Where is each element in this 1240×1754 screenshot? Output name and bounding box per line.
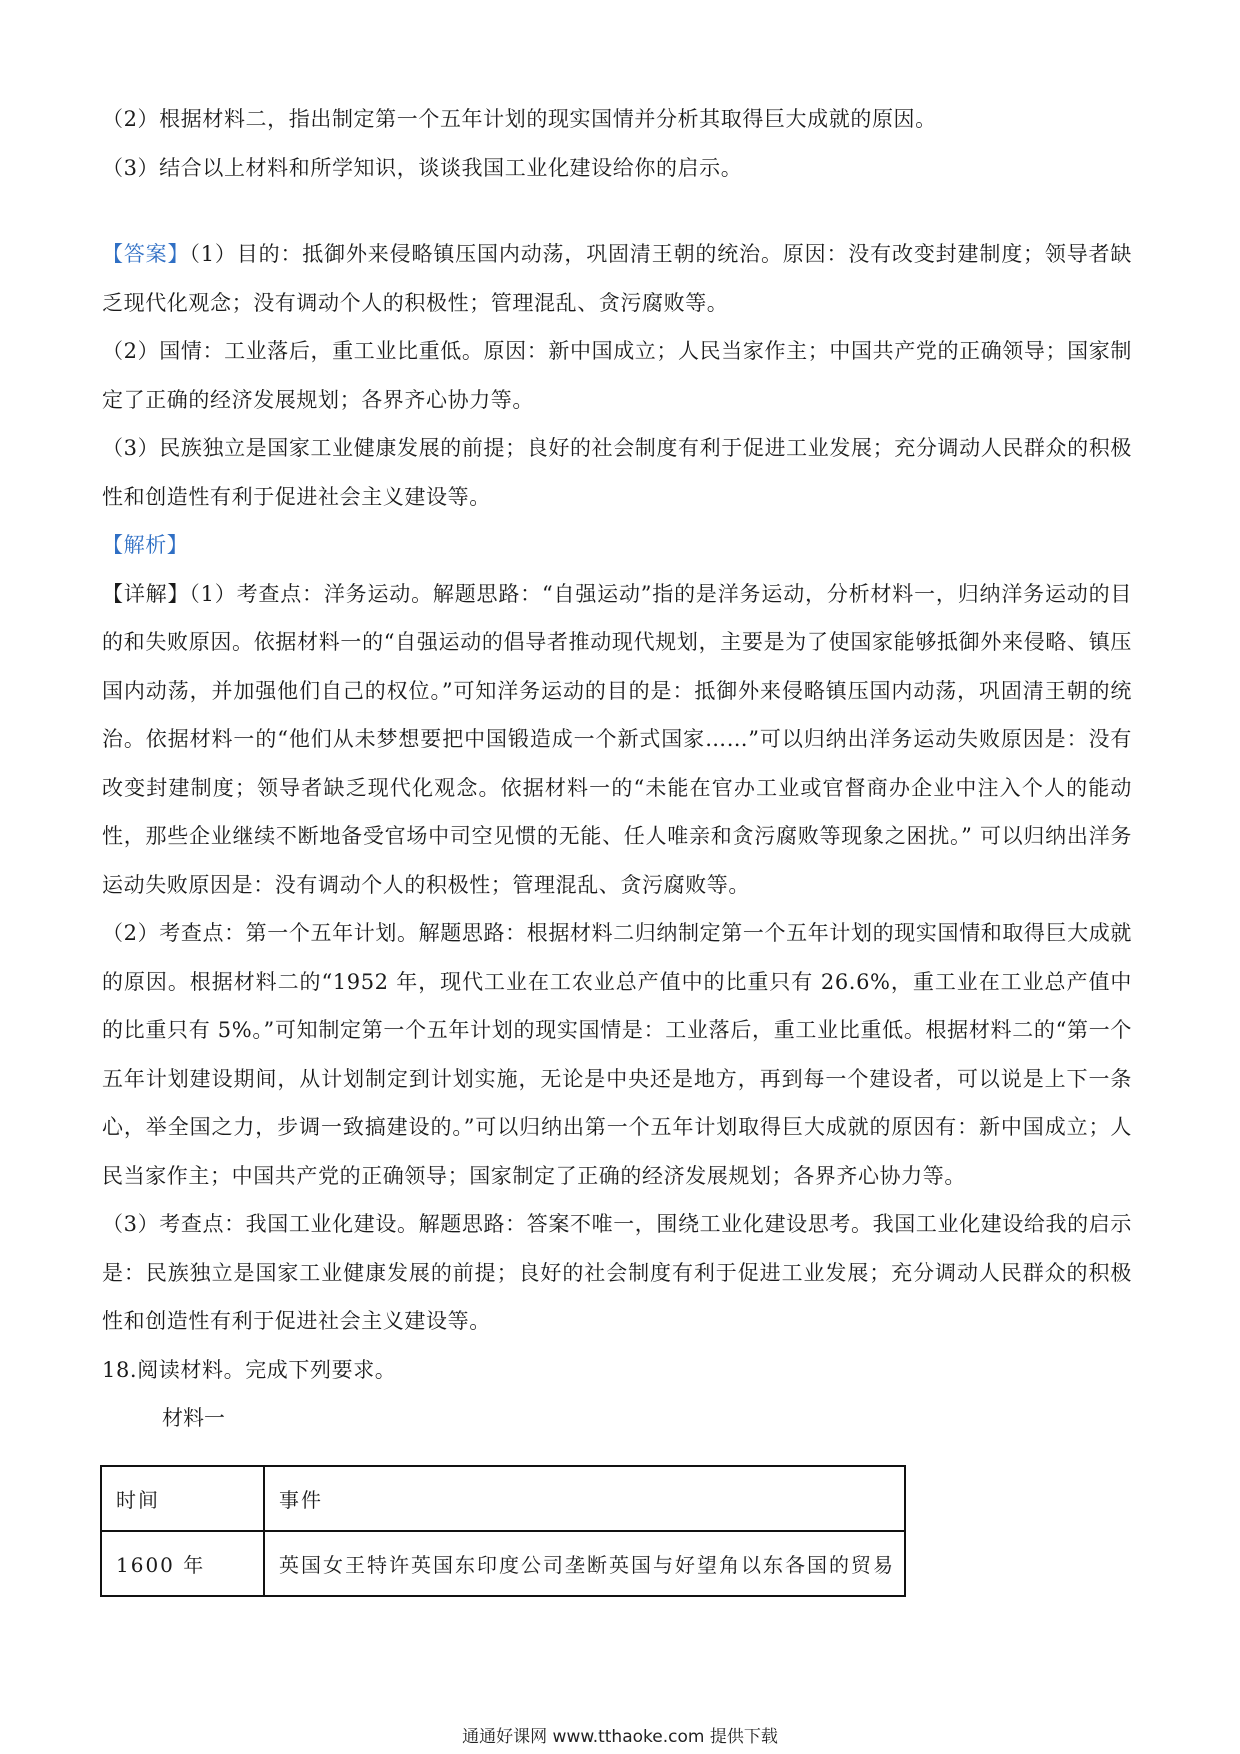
document-body xyxy=(102,0,1132,1442)
answer-part-1-text: （1）目的：抵御外来侵略镇压国内动荡，巩固清王朝的统治。原因：没有改变封建制度；领导者缺乏现代化观念；没有调动个人的积极性；管理混乱、贪污腐败等。 xyxy=(102,242,1132,315)
detail-part-1-text: （1）考查点：洋务运动。解题思路：“自强运动”指的是洋务运动，分析材料一，归纳洋务运动的目的和失败原因。依据材料一的“自强运动的倡导者推动现代规划，主要是为了使国家能够抵御外来侵略、镇压国内动荡，并加强他们自己的权位。”可知洋务运动的目的是：抵御外来侵略镇压国内动荡，巩固清王朝的统治。依据材料一的“他们从未梦想要把中国锻造成一个新式国家……”可以归纳出洋务运动失败原因是：没有改变封建制度；领导者缺乏现代化观念。依据材料一的“未能在官办工业或官督商办企业中注入个人的能动性，那些企业继续不断地备受官场中司空见惯的无能、任人唯亲和贪污腐败等现象之困扰。” 可以归纳出洋务运动失败原因是：没有调动个人的积极性；管理混乱、贪污腐败等。 xyxy=(102,581,1132,897)
analysis-tag-text: 【解析】 xyxy=(102,533,189,557)
header-event: 事件 xyxy=(264,1466,905,1531)
material-table xyxy=(100,1465,906,1597)
cell-event: 英国女王特许英国东印度公司垄断英国与好望角以东各国的贸易 xyxy=(264,1531,905,1596)
question-2: （2）根据材料二，指出制定第一个五年计划的现实国情并分析其取得巨大成就的原因。 xyxy=(102,107,937,131)
material-label: 材料一 xyxy=(162,1406,225,1430)
analysis-tag xyxy=(102,521,1132,570)
header-time: 时间 xyxy=(101,1466,264,1531)
detail-part-1 xyxy=(102,570,1132,910)
answer-part-2: （2）国情：工业落后，重工业比重低。原因：新中国成立；人民当家作主；中国共产党的正确领导；国家制定了正确的经济发展规划；各界齐心协力等。 xyxy=(102,339,1132,412)
table-header-row xyxy=(101,1466,905,1531)
detail-tag: 【详解】 xyxy=(102,581,190,606)
question-18-prompt: 18.阅读材料。完成下列要求。 xyxy=(102,1357,397,1382)
cell-time: 1600 年 xyxy=(101,1531,264,1596)
table-row xyxy=(101,1531,905,1596)
answer-tag: 【答案】 xyxy=(102,242,190,266)
answer-part-3: （3）民族独立是国家工业健康发展的前提；良好的社会制度有利于促进工业发展；充分调动人民群众的积极性和创造性有利于促进社会主义建设等。 xyxy=(102,436,1132,509)
page-footer: 通通好课网 www.tthaoke.com 提供下载 xyxy=(462,1727,778,1747)
answer-part-1 xyxy=(102,230,1132,327)
detail-part-3: （3）考查点：我国工业化建设。解题思路：答案不唯一，围绕工业化建设思考。我国工业化建设给我的启示是：民族独立是国家工业健康发展的前提；良好的社会制度有利于促进工业发展；充分调动人民群众的积极性和创造性有利于促进社会主义建设等。 xyxy=(102,1212,1132,1333)
detail-part-2: （2）考查点：第一个五年计划。解题思路：根据材料二归纳制定第一个五年计划的现实国情和取得巨大成就的原因。根据材料二的“1952 年，现代工业在工农业总产值中的比重只有 26.6%，重工业在工业总产值中的比重只有 5%。”可知制定第一个五年计划的现实国情是：工业落后，重工业比重低。根据材料二的“第一个五年计划建设期间，从计划制定到计划实施，无论是中央还是地方，再到每一个建设者，可以说是上下一条心，举全国之力，步调一致搞建设的。”可以归纳出第一个五年计划取得巨大成就的原因有：新中国成立；人民当家作主；中国共产党的正确领导；国家制定了正确的经济发展规划；各界齐心协力等。 xyxy=(102,921,1132,1188)
question-3: （3）结合以上材料和所学知识，谈谈我国工业化建设给你的启示。 xyxy=(102,155,743,180)
